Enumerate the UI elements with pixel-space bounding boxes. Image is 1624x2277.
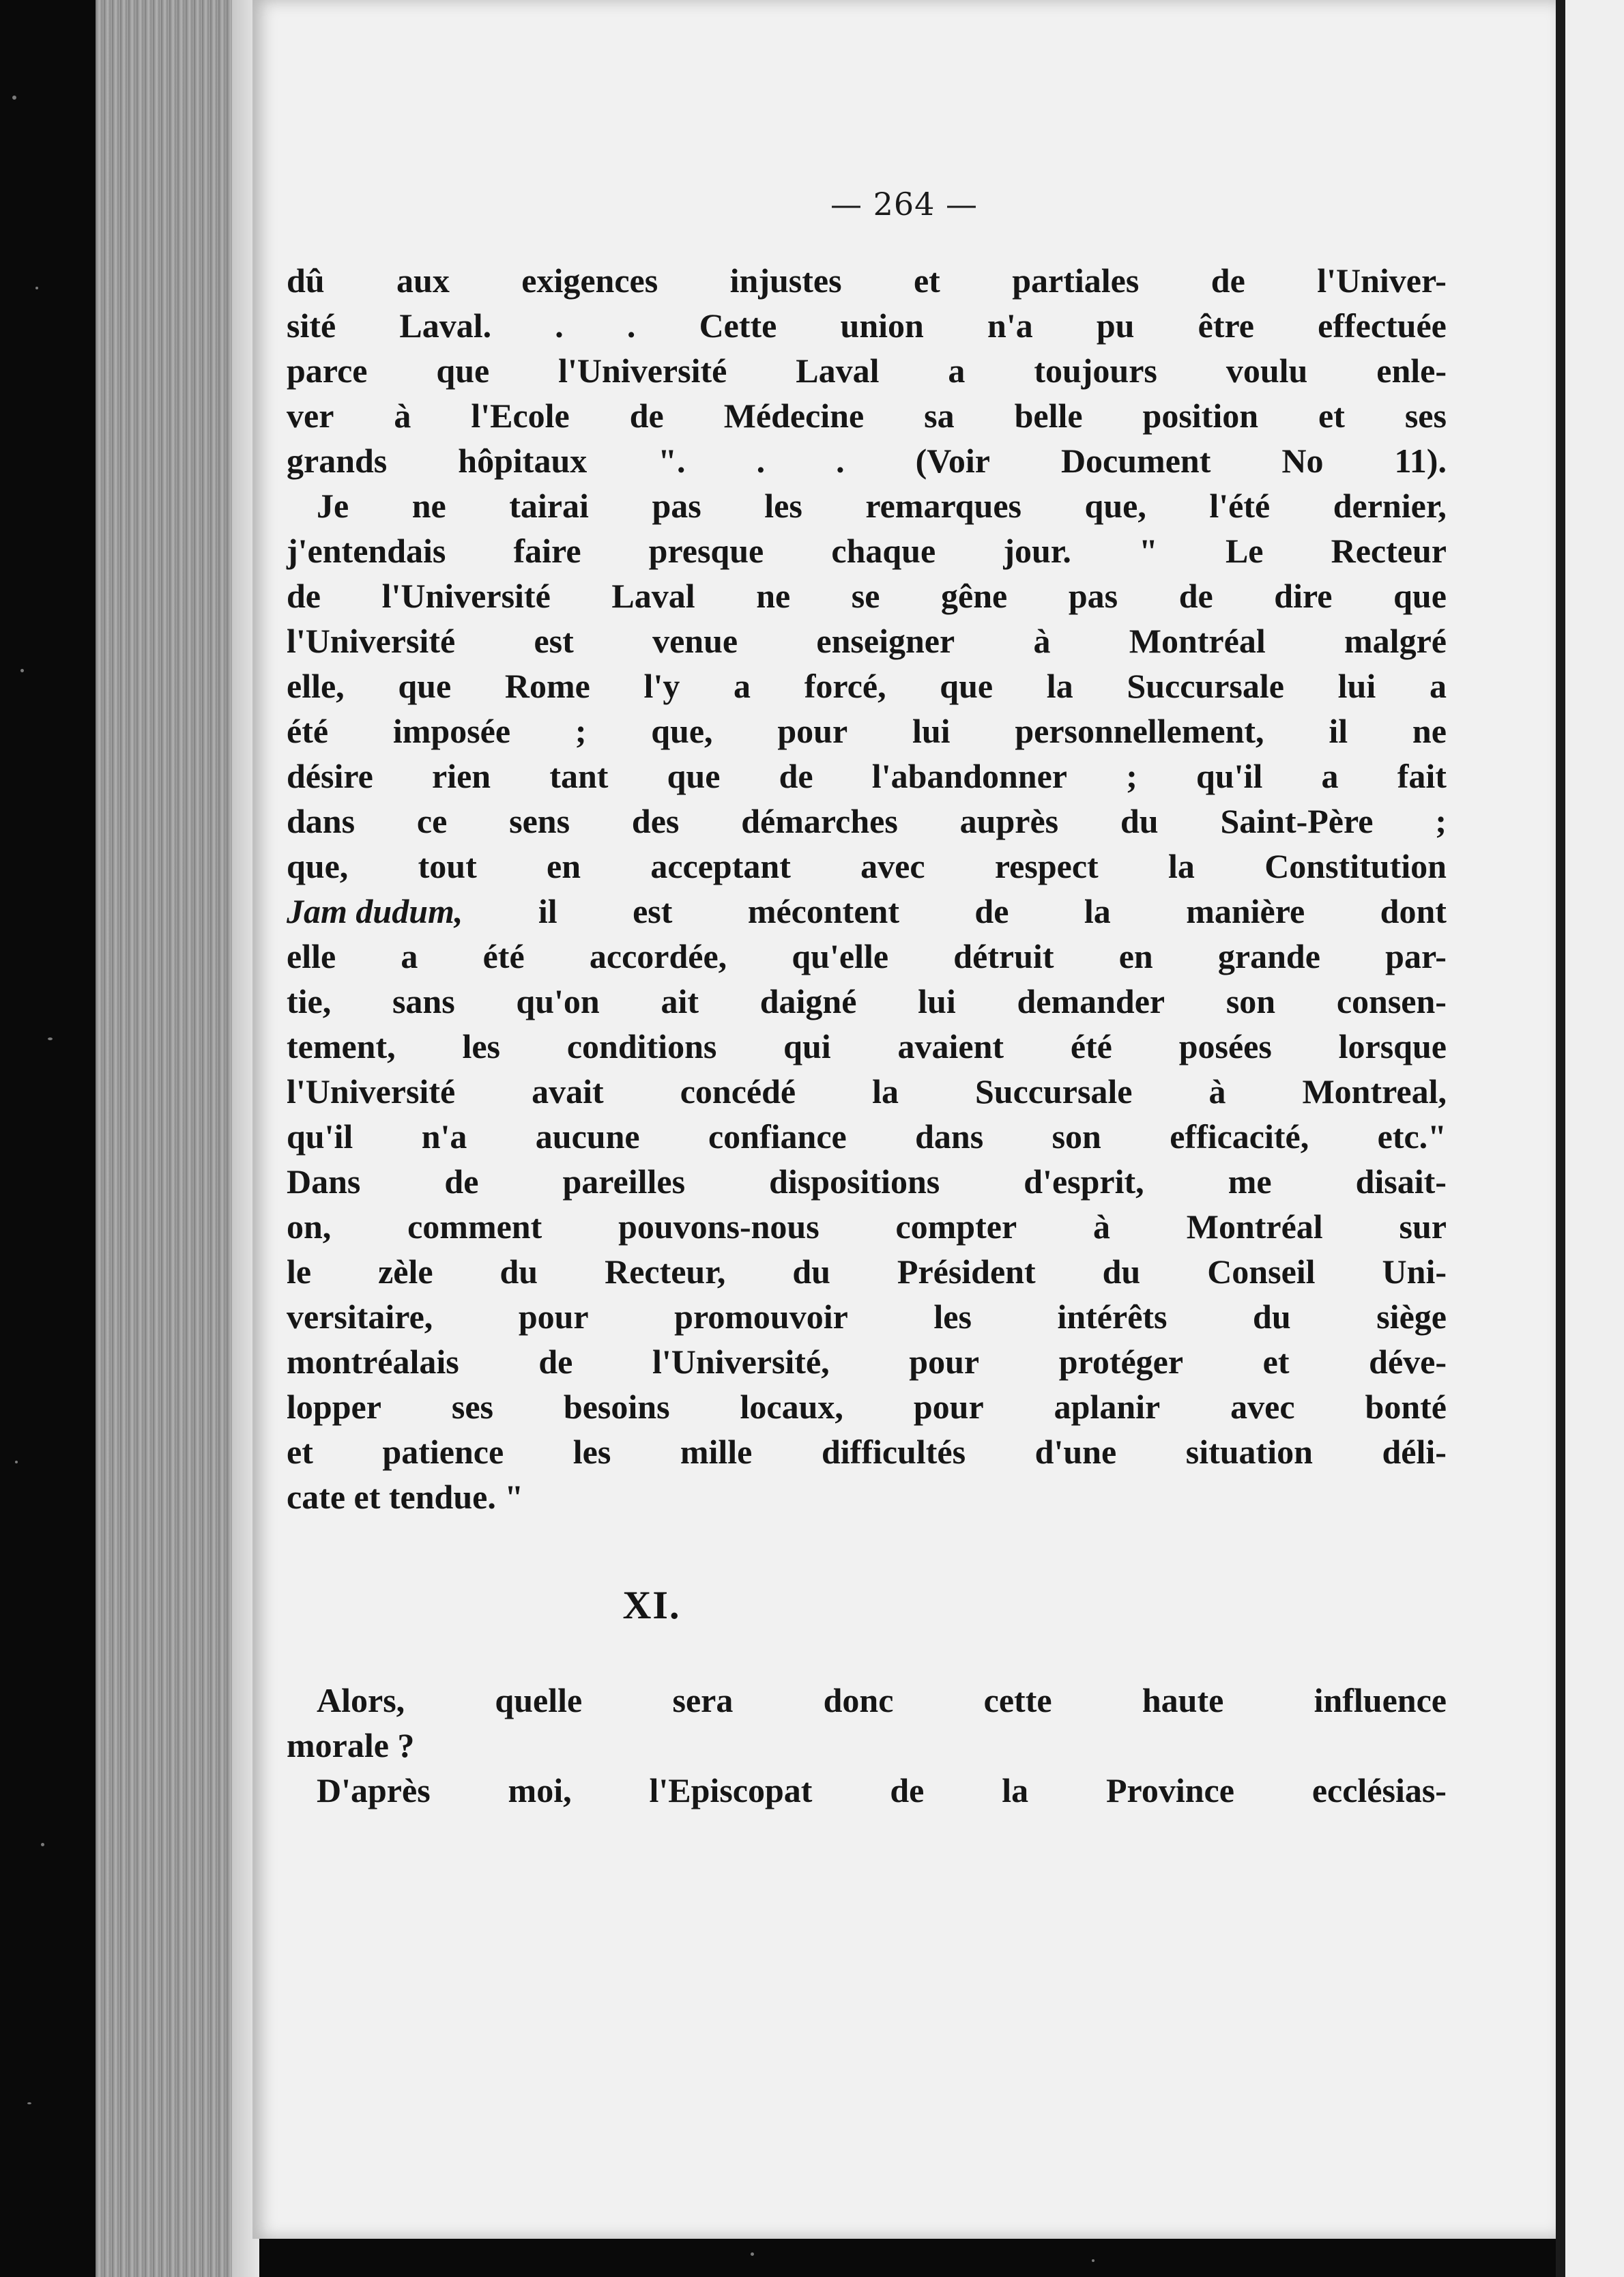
text-line: D'après moi, l'Episcopat de la Province ecclésias-	[317, 1771, 1447, 1809]
text-line: ver à l'Ecole de Médecine sa belle position et ses	[287, 397, 1447, 435]
italic-phrase: Jam dudum,	[287, 892, 463, 930]
text-line: elle a été accordée, qu'elle détruit en grande par-	[287, 937, 1447, 975]
text-line: l'Université avait concédé la Succursale à Montreal,	[287, 1072, 1447, 1111]
text-line: parce que l'Université Laval a toujours voulu enle-	[287, 352, 1447, 390]
book-gutter-shadow	[1556, 0, 1565, 2277]
text-line: dû aux exigences injustes et partiales de l'Univer-	[287, 261, 1447, 300]
text-line: elle, que Rome l'y a forcé, que la Succursale lui a	[287, 667, 1447, 705]
text-line: morale ?	[287, 1726, 415, 1764]
text-line: Dans de pareilles dispositions d'esprit, me disait-	[287, 1162, 1447, 1201]
text-line: Alors, quelle sera donc cette haute influence	[317, 1681, 1447, 1719]
text-line: l'Université est venue enseigner à Montréal malgré	[287, 622, 1447, 660]
text-line: lopper ses besoins locaux, pour aplanir avec bonté	[287, 1388, 1447, 1426]
text-line-with-italic: Jam dudum, il est mécontent de la manière dont	[287, 889, 1447, 934]
text-line: désire rien tant que de l'abandonner ; qu'il a fait	[287, 757, 1447, 795]
text-line: tement, les conditions qui avaient été posées lorsque	[287, 1027, 1447, 1065]
text-line: on, comment pouvons-nous compter à Montréal sur	[287, 1207, 1447, 1246]
text-line: dans ce sens des démarches auprès du Saint-Père ;	[287, 802, 1447, 840]
text-line: tie, sans qu'on ait daigné lui demander son consen-	[287, 982, 1447, 1020]
facing-page-edge	[1565, 0, 1624, 2277]
text-line: j'entendais faire presque chaque jour. " Le Recteur	[287, 532, 1447, 570]
text-line: de l'Université Laval ne se gêne pas de dire que	[287, 577, 1447, 615]
section-heading: XI.	[622, 1583, 681, 1627]
text-line: que, tout en acceptant avec respect la Constitution	[287, 847, 1447, 885]
text-line: qu'il n'a aucune confiance dans son efficacité, etc."	[287, 1117, 1447, 1156]
text-line: cate et tendue. "	[287, 1478, 524, 1516]
book-page-edges	[96, 0, 259, 2277]
text-line: Je ne tairai pas les remarques que, l'été dernier,	[317, 487, 1447, 525]
text-line: versitaire, pour promouvoir les intérêts du siège	[287, 1298, 1447, 1336]
text-line: été imposée ; que, pour lui personnellement, il ne	[287, 712, 1447, 750]
text-line: le zèle du Recteur, du Président du Conseil Uni-	[287, 1252, 1447, 1291]
page-number: — 264 —	[830, 186, 978, 223]
text-line: montréalais de l'Université, pour protéger et déve-	[287, 1343, 1447, 1381]
text-line: grands hôpitaux ". . . (Voir Document No 11).	[287, 442, 1447, 480]
text-line: sité Laval. . . Cette union n'a pu être effectuée	[287, 306, 1447, 345]
text-line: et patience les mille difficultés d'une situation déli-	[287, 1433, 1447, 1471]
